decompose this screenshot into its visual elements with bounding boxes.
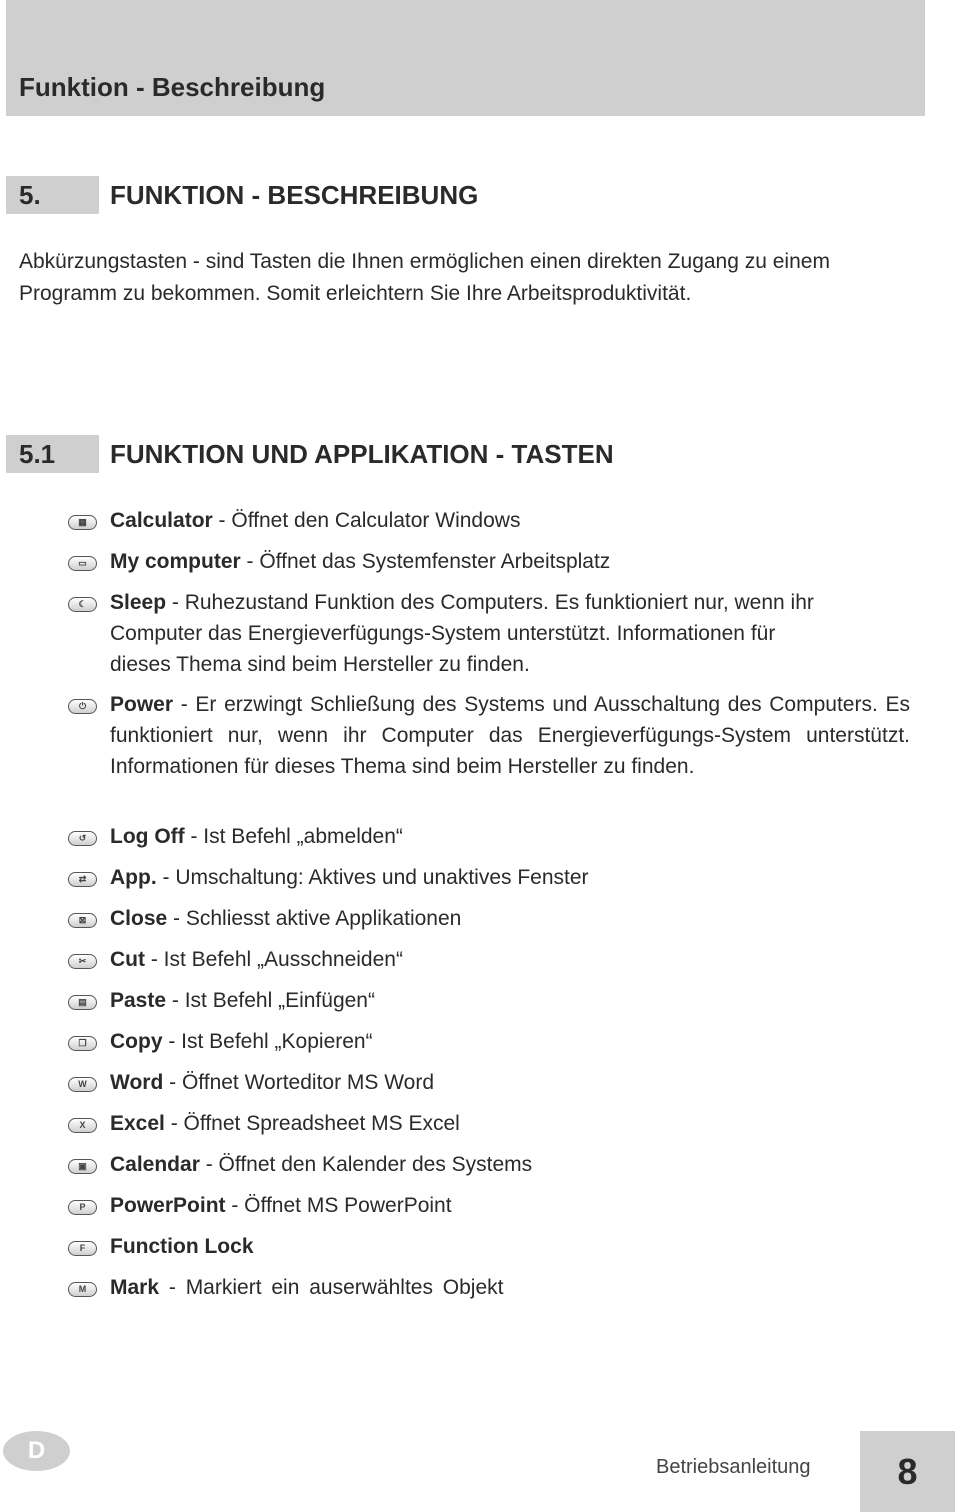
key-name: Copy — [110, 1030, 163, 1053]
key-name: Sleep — [110, 591, 167, 614]
intro-paragraph: Abkürzungstasten - sind Tasten die Ihnen ermöglichen einen direkten Zugang zu einem Programm zu bekommen. Somit erleichtern Sie Ihre Arbeitsproduktivität. — [19, 250, 830, 305]
language-badge: D — [3, 1431, 70, 1471]
key-my-computer — [68, 552, 910, 577]
key-name: Excel — [110, 1112, 165, 1135]
key-description: - Markiert ein auserwähltes Objekt — [159, 1276, 504, 1299]
word-icon: W — [68, 1077, 97, 1092]
key-description: - Öffnet das Systemfenster Arbeitsplatz — [240, 550, 611, 573]
key-name: Calendar — [110, 1153, 200, 1176]
key-powerpoint — [68, 1196, 910, 1221]
excel-icon: X — [68, 1118, 97, 1133]
key-excel — [68, 1114, 910, 1139]
section-5-1-number: 5.1 — [6, 435, 99, 473]
key-copy — [68, 1032, 910, 1057]
calendar-icon: ▣ — [68, 1159, 97, 1174]
function-lock-icon: F — [68, 1241, 97, 1256]
key-app — [68, 868, 910, 893]
section-5-number: 5. — [6, 176, 99, 214]
powerpoint-icon: P — [68, 1200, 97, 1215]
copy-icon: ❐ — [68, 1036, 97, 1051]
page-number: 8 — [860, 1431, 955, 1512]
power-icon: ⏻ — [68, 699, 97, 714]
key-calendar — [68, 1155, 910, 1180]
key-name: My computer — [110, 550, 241, 573]
key-description: - Öffnet Spreadsheet MS Excel — [164, 1112, 460, 1135]
key-name: Mark — [110, 1276, 160, 1299]
key-description: - Schliesst aktive Applikationen — [167, 907, 462, 930]
page-title: Funktion - Beschreibung — [19, 72, 326, 102]
key-name: Close — [110, 907, 168, 930]
key-description: - Ist Befehl „Kopieren“ — [162, 1030, 373, 1053]
key-description: - Ruhezustand Funktion des Computers. Es funktioniert nur, wenn ihr Computer das Energieverfügungs-System unterstützt. Informationen für dieses Thema sind beim Hersteller zu finden. — [110, 591, 814, 676]
key-word — [68, 1073, 910, 1098]
mark-icon: M — [68, 1282, 97, 1297]
key-description: - Öffnet den Calculator Windows — [212, 509, 521, 532]
key-description: - Er erzwingt Schließung des Systems und Ausschaltung des Computers. Es funktioniert nur, wenn ihr Computer das Energieverfügungs-System unterstützt. Informationen für dieses Thema sind beim Hersteller zu finden. — [110, 693, 910, 778]
key-name: Power — [110, 693, 174, 716]
app-switch-icon: ⇄ — [68, 872, 97, 887]
key-name: Word — [110, 1071, 164, 1094]
key-sleep — [68, 593, 910, 680]
key-description: - Ist Befehl „abmelden“ — [184, 825, 403, 848]
key-paste — [68, 991, 910, 1016]
moon-icon: ☾ — [68, 597, 97, 612]
key-function-lock — [68, 1237, 910, 1262]
key-calculator — [68, 511, 910, 536]
key-log-off — [68, 827, 910, 852]
key-name: Function Lock — [110, 1235, 254, 1258]
key-name: Log Off — [110, 825, 185, 848]
scissors-icon: ✂ — [68, 954, 97, 969]
key-name: Paste — [110, 989, 167, 1012]
key-power — [68, 695, 910, 782]
key-cut — [68, 950, 910, 975]
key-name: Calculator — [110, 509, 213, 532]
key-description: - Ist Befehl „Ausschneiden“ — [145, 948, 403, 971]
key-description: - Ist Befehl „Einfügen“ — [166, 989, 375, 1012]
section-5-title: FUNKTION - BESCHREIBUNG — [110, 180, 479, 210]
key-name: PowerPoint — [110, 1194, 226, 1217]
key-mark — [68, 1278, 910, 1303]
section-5-1-title: FUNKTION UND APPLIKATION - TASTEN — [110, 439, 614, 469]
close-icon: ⊠ — [68, 913, 97, 928]
calculator-icon: ▦ — [68, 515, 97, 530]
key-description: - Öffnet MS PowerPoint — [225, 1194, 452, 1217]
logoff-icon: ↺ — [68, 831, 97, 846]
monitor-icon: ▭ — [68, 556, 97, 571]
footer-label: Betriebsanleitung — [656, 1456, 811, 1478]
key-description: - Öffnet den Kalender des Systems — [199, 1153, 533, 1176]
key-close — [68, 909, 910, 934]
paste-icon: ▤ — [68, 995, 97, 1010]
key-description: - Umschaltung: Aktives und unaktives Fenster — [156, 866, 589, 889]
key-name: Cut — [110, 948, 145, 971]
key-description: - Öffnet Worteditor MS Word — [163, 1071, 435, 1094]
key-name: App. — [110, 866, 157, 889]
